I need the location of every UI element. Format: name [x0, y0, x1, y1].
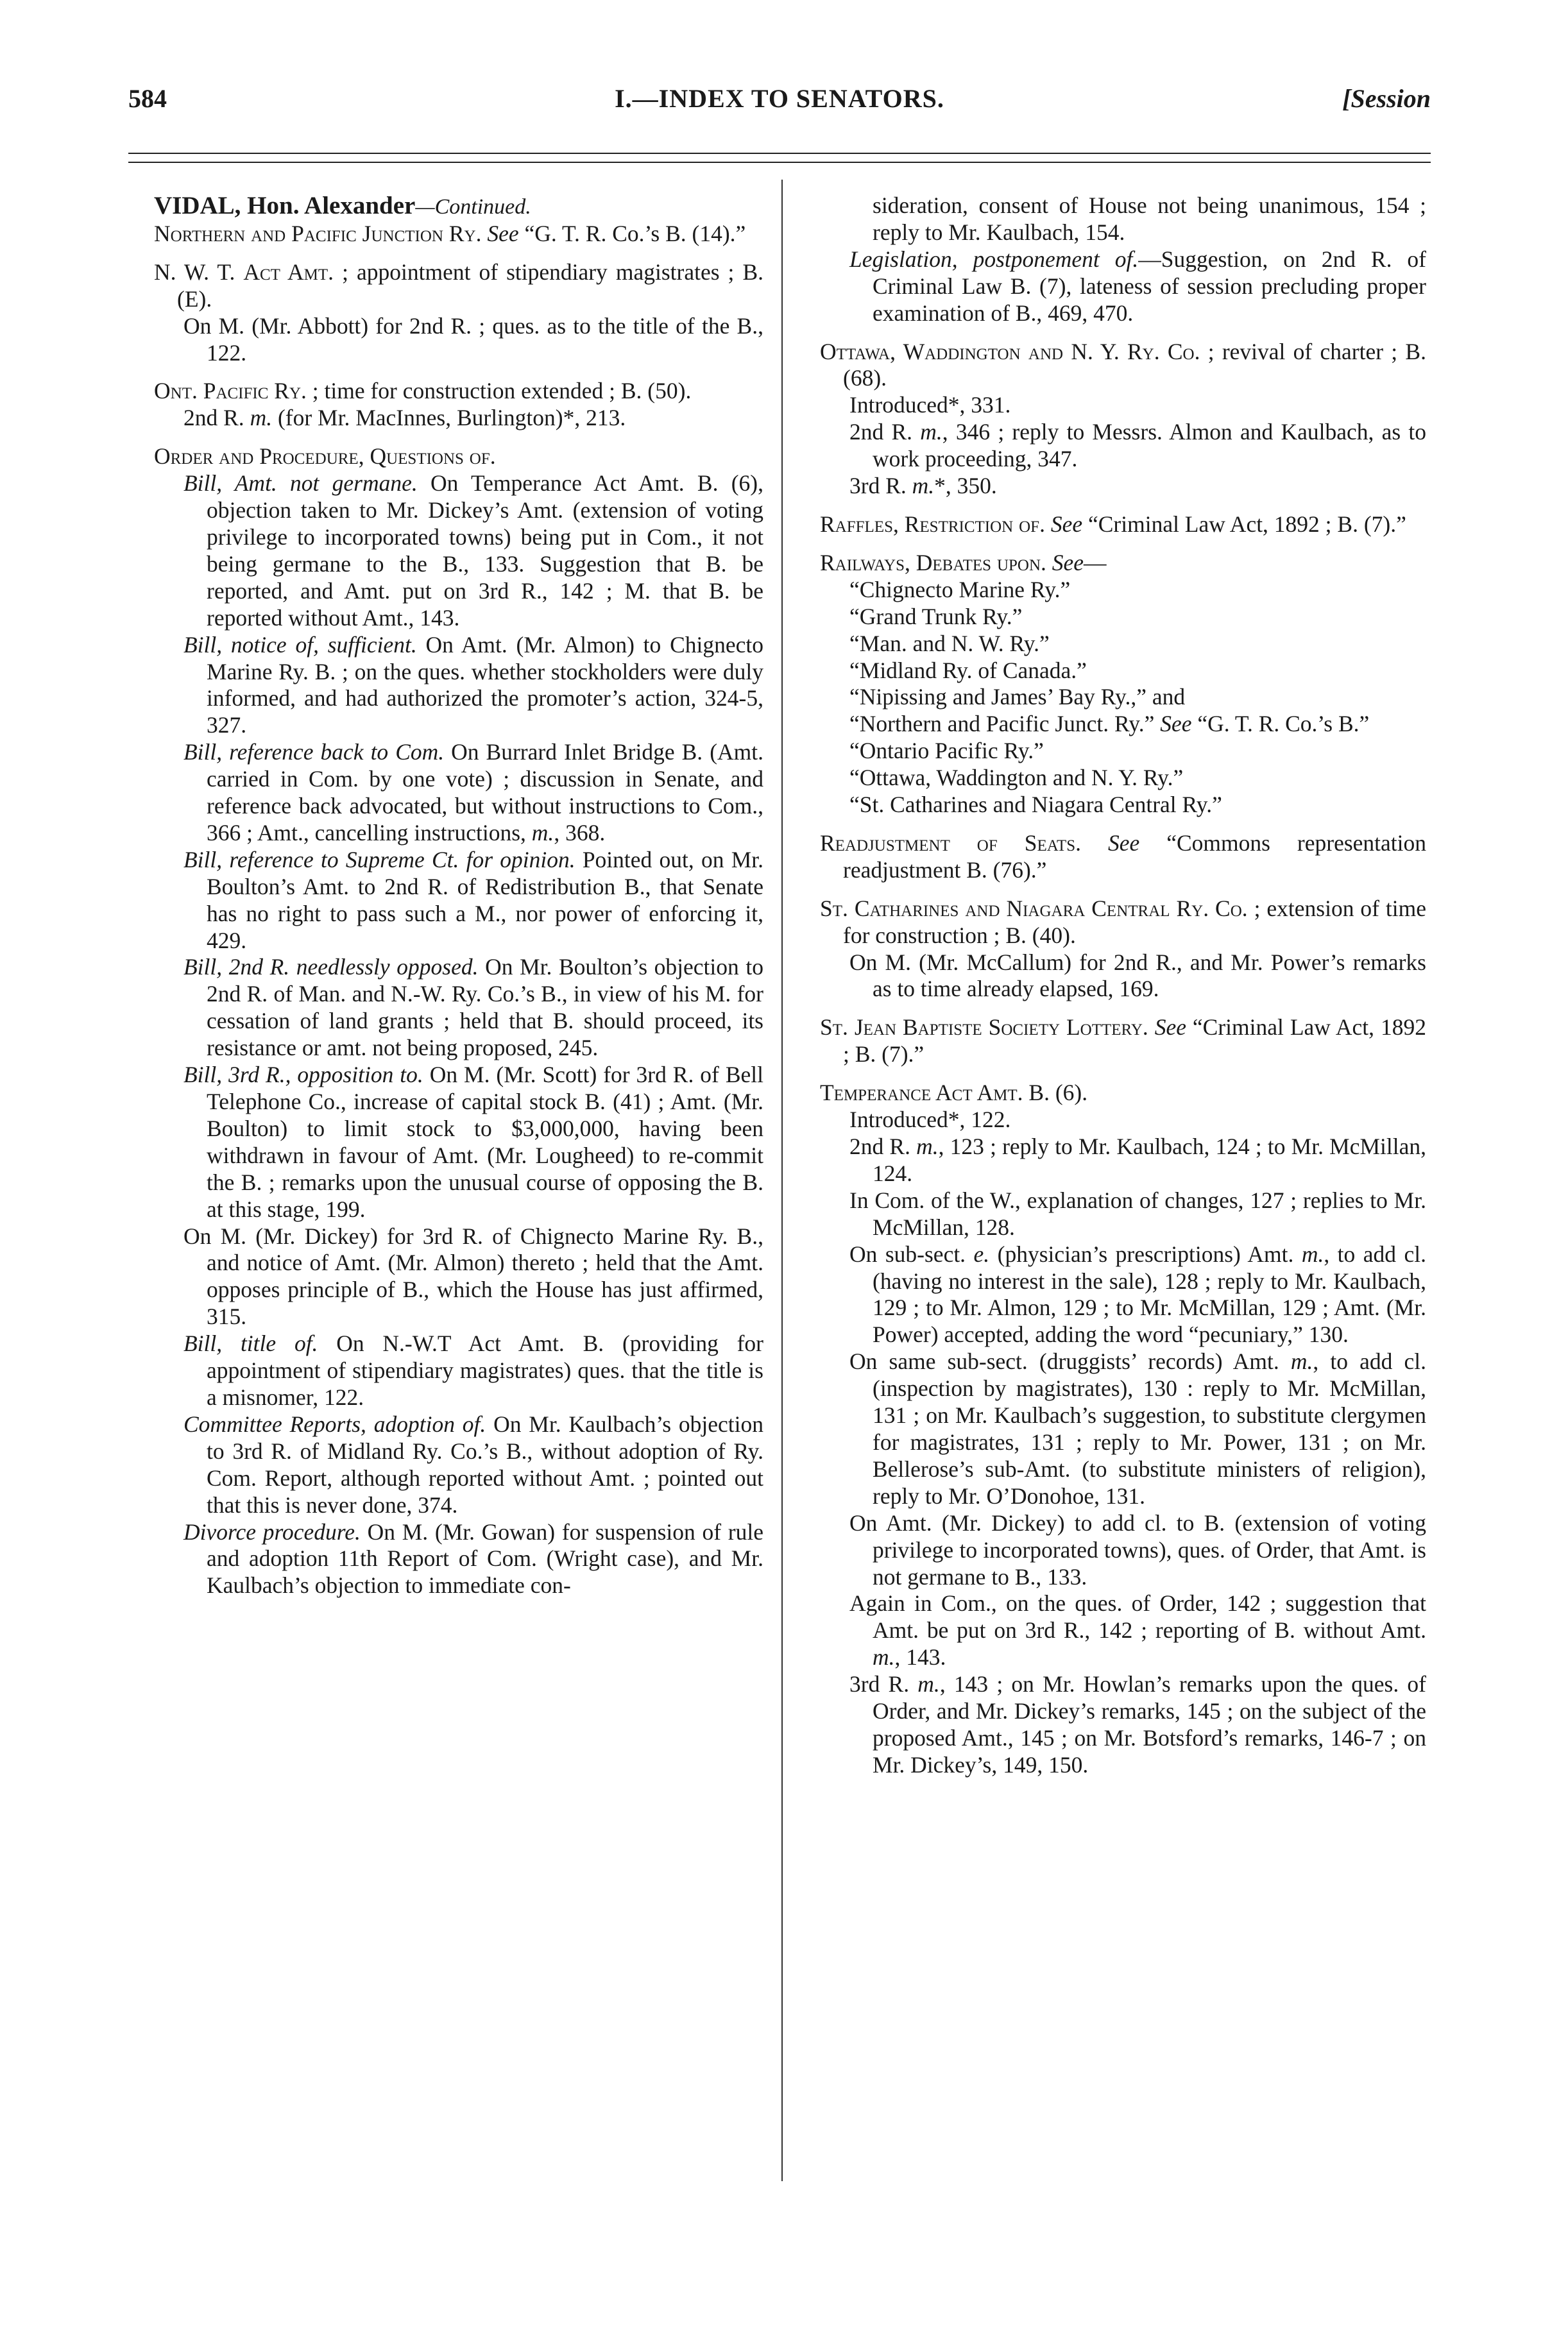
index-entry-r03: Ottawa, Waddington and N. Y. Ry. Co. ; revival of charter ; B. (68).	[820, 338, 1426, 391]
index-entry-l01: VIDAL, Hon. Alexander—Continued.	[154, 192, 531, 219]
index-entry-l02: Northern and Pacific Junction Ry. See “G. T. R. Co.’s B. (14).”	[154, 220, 746, 246]
index-entry-r17: “St. Catharines and Niagara Central Ry.”	[849, 792, 1222, 818]
index-entry-r24: 2nd R. m., 123 ; reply to Mr. Kaulbach, 124 ; to Mr. McMillan, 124.	[849, 1134, 1426, 1186]
index-column-right	[820, 192, 1426, 1779]
index-entry-r28: On Amt. (Mr. Dickey) to add cl. to B. (extension of voting privilege to incorporated towns), ques. of Order, that Amt. is not germane to B., 133.	[849, 1509, 1426, 1590]
index-entry-r20: On M. (Mr. McCallum) for 2nd R., and Mr. Power’s remarks as to time already elapsed, 169.	[849, 949, 1426, 1002]
index-entry-r10: “Grand Trunk Ry.”	[849, 603, 1023, 629]
index-entry-r22: Temperance Act Amt. B. (6).	[820, 1080, 1088, 1106]
page-header	[128, 83, 1431, 128]
index-entry-r07: Raffles, Restriction of. See “Criminal Law Act, 1892 ; B. (7).”	[820, 511, 1406, 537]
column-separator	[781, 180, 783, 2181]
page-number: 584	[128, 84, 167, 113]
index-entry-l17: Divorce procedure. On M. (Mr. Gowan) for suspension of rule and adoption 11th Report of Com. (Wright case), and Mr. Kaulbach’s objection to immediate con-	[183, 1518, 763, 1599]
index-entry-r16: “Ottawa, Waddington and N. Y. Ry.”	[849, 765, 1184, 791]
index-entry-l15: Bill, title of. On N.-W.T Act Amt. B. (providing for appointment of stipendiary magistrates) ques. that the title is a misnomer, 122.	[183, 1331, 763, 1410]
index-entry-l06: 2nd R. m. (for Mr. MacInnes, Burlington)*, 213.	[183, 405, 626, 431]
index-entry-l07: Order and Procedure, Questions of.	[154, 443, 496, 470]
index-entry-r13: “Nipissing and James’ Bay Ry.,” and	[849, 684, 1186, 710]
index-entry-r29: Again in Com., on the ques. of Order, 142 ; suggestion that Amt. be put on 3rd R., 142 ; reporting of B. without Amt. m., 143.	[849, 1590, 1426, 1671]
index-entry-l09: Bill, notice of, sufficient. On Amt. (Mr. Almon) to Chignecto Marine Ry. B. ; on the ques. whether stockholders were duly informed, and had authorized the promoter’s action, 324-5, 327.	[183, 631, 763, 738]
running-session: [Session	[1342, 84, 1431, 113]
index-entry-l14: On M. (Mr. Dickey) for 3rd R. of Chignecto Marine Ry. B., and notice of Amt. (Mr. Almon) thereto ; held that the Amt. opposes principle of B., which the House has just affirmed, 315.	[183, 1223, 763, 1330]
header-rule-top	[128, 153, 1431, 154]
index-entry-r27: On same sub-sect. (druggists’ records) Amt. m., to add cl. (inspection by magistrates), 130 : reply to Mr. McMillan, 131 ; on Mr. Kaulbach’s suggestion, to substitute clergymen for magistrates, 131 ; reply to Mr. Power, 131 ; on Mr. Bellerose’s sub-Amt. (to substitute ministers of religion), reply to Mr. O’Donohoe, 131.	[849, 1348, 1426, 1509]
header-rule-bottom	[128, 162, 1431, 163]
index-entry-r19: St. Catharines and Niagara Central Ry. Co. ; extension of time for construction ; B. (40).	[820, 895, 1427, 948]
index-entry-l10: Bill, reference back to Com. On Burrard Inlet Bridge B. (Amt. carried in Com. by one vote) ; discussion in Senate, and reference back advocated, but without instructions to Com., 366 ; Amt., cancelling instructions, m., 368.	[183, 739, 764, 846]
index-entry-l13: Bill, 3rd R., opposition to. On M. (Mr. Scott) for 3rd R. of Bell Telephone Co., increase of capital stock B. (41) ; Amt. (Mr. Boulton) to limit stock to $3,000,000, having been withdrawn in favour of Amt. (Mr. Lougheed) to re-commit the B. ; remarks upon the unusual course of opposing the B. at this stage, 199.	[183, 1062, 763, 1222]
index-entry-r25: In Com. of the W., explanation of changes, 127 ; replies to Mr. McMillan, 128.	[849, 1187, 1426, 1240]
index-entry-r04: Introduced*, 331.	[849, 392, 1011, 418]
index-entry-l08: Bill, Amt. not germane. On Temperance Act Amt. B. (6), objection taken to Mr. Dickey’s Amt. (extension of voting privilege to incorporated towns) being put in Com., it not being germane to the B., 133. Suggestion that B. be reported, and Amt. put on 3rd R., 142 ; M. that B. be reported without Amt., 143.	[183, 470, 763, 631]
index-entry-l04: On M. (Mr. Abbott) for 2nd R. ; ques. as to the title of the B., 122.	[183, 312, 763, 366]
index-entry-r12: “Midland Ry. of Canada.”	[849, 657, 1087, 683]
index-entry-r05: 2nd R. m., 346 ; reply to Messrs. Almon and Kaulbach, as to work proceeding, 347.	[849, 419, 1426, 472]
index-column-left	[154, 192, 763, 1599]
index-entry-r21: St. Jean Baptiste Society Lottery. See “Criminal Law Act, 1892 ; B. (7).”	[820, 1014, 1426, 1067]
index-entry-r11: “Man. and N. W. Ry.”	[849, 630, 1050, 656]
index-entry-r09: “Chignecto Marine Ry.”	[849, 576, 1071, 602]
index-entry-r30: 3rd R. m., 143 ; on Mr. Howlan’s remarks upon the ques. of Order, and Mr. Dickey’s remarks, 145 ; on the subject of the proposed Amt., 145 ; on Mr. Botsford’s remarks, 146-7 ; on Mr. Dickey’s, 149, 150.	[849, 1671, 1426, 1778]
running-title: I.—INDEX TO SENATORS.	[615, 84, 944, 113]
index-entry-r15: “Ontario Pacific Ry.”	[849, 738, 1044, 764]
index-entry-l03: N. W. T. Act Amt. ; appointment of stipendiary magistrates ; B. (E).	[154, 259, 763, 312]
index-entry-r23: Introduced*, 122.	[849, 1107, 1011, 1133]
index-entry-r26: On sub-sect. e. (physician’s prescriptions) Amt. m., to add cl. (having no interest in the sale), 128 ; reply to Mr. Kaulbach, 129 ; to Mr. Almon, 129 ; to Mr. McMillan, 129 ; Amt. (Mr. Power) accepted, adding the word “pecuniary,” 130.	[849, 1241, 1426, 1348]
index-entry-r01: sideration, consent of House not being unanimous, 154 ; reply to Mr. Kaulbach, 154.	[873, 192, 1426, 245]
index-entry-r08: Railways, Debates upon. See—	[820, 549, 1107, 575]
index-entry-r02: Legislation, postponement of.—Suggestion, on 2nd R. of Criminal Law B. (7), lateness of session precluding proper examination of B., 469, 470.	[849, 246, 1426, 326]
index-entry-l11: Bill, reference to Supreme Ct. for opinion. Pointed out, on Mr. Boulton’s Amt. to 2nd R. of Redistribution B., that Senate has no right to pass such a M., nor power of enforcing it, 429.	[183, 846, 763, 953]
index-entry-r18: Readjustment of Seats. See “Commons representation readjustment B. (76).”	[820, 829, 1426, 883]
index-entry-l16: Committee Reports, adoption of. On Mr. Kaulbach’s objection to 3rd R. of Midland Ry. Co.’s B., without adoption of Ry. Com. Report, although reported without Amt. ; pointed out that this is never done, 374.	[183, 1411, 763, 1518]
index-entry-r14: “Northern and Pacific Junct. Ry.” See “G. T. R. Co.’s B.”	[849, 711, 1370, 737]
index-entry-l12: Bill, 2nd R. needlessly opposed. On Mr. Boulton’s objection to 2nd R. of Man. and N.-W. Ry. Co.’s B., in view of his M. for cessation of land grants ; held that B. should proceed, its resistance or amt. not being proposed, 245.	[183, 954, 763, 1061]
index-entry-l05: Ont. Pacific Ry. ; time for construction extended ; B. (50).	[154, 378, 692, 404]
index-entry-r06: 3rd R. m.*, 350.	[849, 473, 997, 499]
